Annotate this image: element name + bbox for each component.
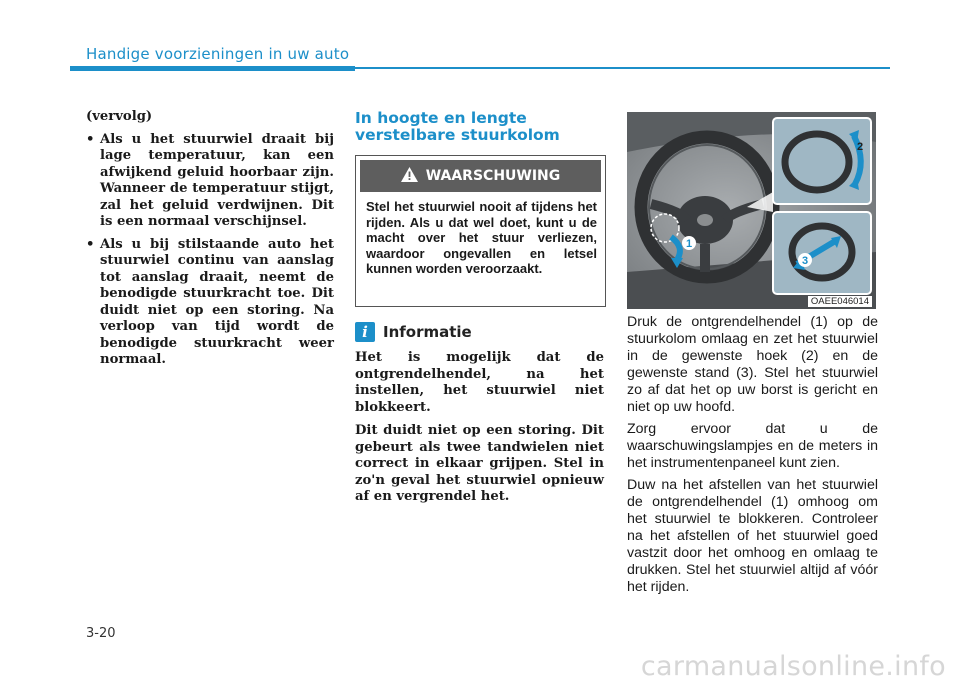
body-paragraph: Duw na het afstellen van het stuurwiel de ontgrendelhendel (1) omhoog om het stuurwiel te blokkeren. Controleer na het afstellen of het stuurwiel goed vastzit door het omhoog en omlaag te drukken. Stel het stuurwiel altijd af vóór het rijden. xyxy=(627,477,878,595)
steering-wheel-drawing xyxy=(627,112,876,309)
figure-code: OAEE046014 xyxy=(808,296,872,307)
info-body xyxy=(355,350,604,513)
warning-triangle-icon xyxy=(401,167,418,186)
body-paragraph: Druk de ontgrendelhendel (1) op de stuurkolom omlaag en zet het stuurwiel in de gewenste hoek (2) en de gewenste stand (3). Stel het stuurwiel zo af dat het op uw borst is gericht en niet op uw hoofd. xyxy=(627,314,878,415)
bullet-list xyxy=(86,132,334,369)
info-header xyxy=(355,322,472,342)
section-heading: In hoogte en lengte verstelbare stuurkolom xyxy=(355,109,560,144)
info-icon: i xyxy=(355,322,375,342)
header-accent-bar xyxy=(70,66,355,71)
right-column xyxy=(627,314,878,601)
bullet-item: • Als u het stuurwiel draait bij lage temperatuur, kan een afwijkend geluid hoorbaar zijn. Wanneer de temperatuur stijgt, zal het geluid verdwijnen. Dit is een normaal verschijnsel. xyxy=(86,132,334,231)
page-number: 3-20 xyxy=(86,626,116,641)
section-header-title: Handige voorzieningen in uw auto xyxy=(86,45,350,63)
callout-3: 3 xyxy=(801,255,809,267)
watermark: carmanualsonline.info xyxy=(640,651,946,682)
warning-text: Stel het stuurwiel nooit af tijdens het rijden. Als u dat wel doet, kunt u de macht over het stuur verliezen, waardoor ongevallen en letsel kunnen worden veroorzaakt. xyxy=(366,199,597,276)
left-column xyxy=(86,109,334,375)
body-paragraph: Zorg ervoor dat u de waarschuwingslampjes en de meters in het instrumentenpaneel kunt zien. xyxy=(627,421,878,471)
bullet-item: • Als u bij stilstaande auto het stuurwiel continu van aanslag tot aanslag draait, neemt de benodigde stuurkracht toe. Dit duidt niet op een storing. Na verloop van tijd wordt de benodigde stuurkracht weer normaal. xyxy=(86,237,334,369)
header-rule xyxy=(355,67,890,69)
warning-header xyxy=(360,160,601,192)
continued-label: (vervolg) xyxy=(86,109,153,124)
info-paragraph: Het is mogelijk dat de ontgrendelhendel, na het instellen, het stuurwiel niet blokkeert. xyxy=(355,350,604,415)
callout-2: 2 xyxy=(856,141,864,153)
warning-box xyxy=(355,155,606,307)
info-label: Informatie xyxy=(383,323,472,341)
warning-label: WAARSCHUWING xyxy=(425,168,561,184)
info-paragraph: Dit duidt niet op een storing. Dit gebeurt als twee tandwielen niet correct in elkaar grijpen. Stel in zo'n geval het stuurwiel opnieuw af en vergrendel het. xyxy=(355,423,604,504)
callout-1: 1 xyxy=(685,238,693,250)
steering-wheel-illustration xyxy=(627,112,876,309)
